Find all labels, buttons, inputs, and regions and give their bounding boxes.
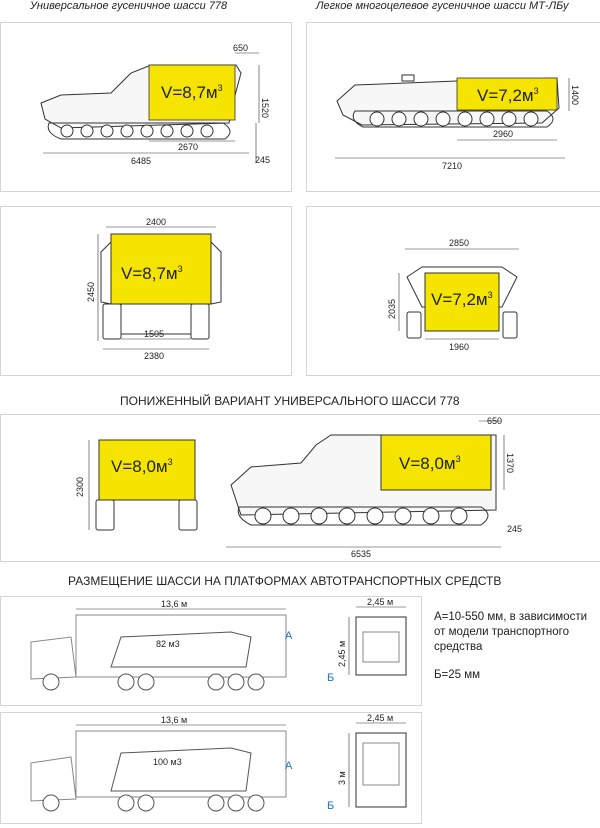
dim-650: 650 <box>233 43 249 53</box>
width-truck-2: 2,45 м <box>367 713 394 723</box>
panel-lowered <box>0 414 600 562</box>
mark-b-truck-2: Б <box>327 800 335 812</box>
dim-6535: 6535 <box>351 549 372 559</box>
dim-2380: 2380 <box>144 351 165 361</box>
panel-truck-1 <box>0 596 422 706</box>
chassis-on-truck-2 <box>111 748 251 791</box>
turret-hatch <box>402 75 414 81</box>
chassis-on-truck-1 <box>111 632 251 667</box>
panel-mtlbu-side <box>306 22 600 192</box>
track-left-lowered <box>96 500 114 530</box>
cab-2 <box>31 757 76 801</box>
volume-truck-1: 82 м3 <box>156 639 180 649</box>
dim-6485: 6485 <box>131 156 152 166</box>
road-wheels-778 <box>61 125 213 137</box>
height-truck-1: 2,45 м <box>337 640 347 667</box>
volume-label-778: $V=8,7м^3$ <box>161 83 223 102</box>
volume-label-mtlbu: $V=7,2м^3$ <box>477 86 539 105</box>
track-left-mtlbu <box>407 312 421 338</box>
length-truck-2: 13,6 м <box>161 715 188 725</box>
dim-245: 245 <box>255 155 271 165</box>
dim-2960: 2960 <box>493 129 514 139</box>
dim-2450: 2450 <box>86 281 96 302</box>
width-truck-1: 2,45 м <box>367 597 394 607</box>
dim-245-lowered: 245 <box>507 524 523 534</box>
volume-label-lowered-side: $V=8,0м^3$ <box>399 454 461 473</box>
cab-1 <box>31 637 76 679</box>
lowered-drawing <box>1 415 600 561</box>
truck-2-drawing <box>1 713 421 823</box>
volume-label-mtlbu-front: $V=7,2м^3$ <box>431 290 493 309</box>
dim-1505: 1505 <box>144 329 165 339</box>
dim-1960: 1960 <box>449 342 470 352</box>
title-chassis-mtlbu: Легкое многоцелевое гусеничное шасси МТ-ЛБу <box>316 0 569 12</box>
panel-truck-2 <box>0 712 422 824</box>
dim-2300: 2300 <box>75 476 85 497</box>
title-lowered: ПОНИЖЕННЫЙ ВАРИАНТ УНИВЕРСАЛЬНОГО ШАССИ 778 <box>120 394 460 408</box>
chassis-mtlbu-side-drawing <box>307 23 600 191</box>
mark-b-truck-1: Б <box>327 672 335 684</box>
mark-a-truck-1: А <box>285 630 293 642</box>
dim-2850: 2850 <box>449 238 470 248</box>
title-platform: РАЗМЕЩЕНИЕ ШАССИ НА ПЛАТФОРМАХ АВТОТРАНСПОРТНЫХ СРЕДСТВ <box>68 574 502 588</box>
volume-label-lowered-front: $V=8,0м^3$ <box>111 457 173 476</box>
panel-mtlbu-front <box>306 206 600 376</box>
dim-650-lowered: 650 <box>487 416 503 426</box>
height-truck-2: 3 м <box>337 771 347 785</box>
track-right-mtlbu <box>503 312 517 338</box>
dim-7210: 7210 <box>442 161 463 171</box>
panel-778-front <box>0 206 292 376</box>
dim-2400: 2400 <box>146 217 167 227</box>
truck-1-drawing <box>1 597 421 705</box>
dim-1370: 1370 <box>505 453 515 474</box>
chassis-778-side-drawing <box>1 23 291 191</box>
length-truck-1: 13,6 м <box>161 599 188 609</box>
dim-2035: 2035 <box>387 298 397 319</box>
mark-a-truck-2: А <box>285 760 293 772</box>
title-chassis-778: Универсальное гусеничное шасси 778 <box>30 0 228 12</box>
panel-778-side <box>0 22 292 192</box>
track-right-778 <box>191 304 209 339</box>
chassis-mtlbu-front-drawing <box>307 207 600 375</box>
volume-truck-2: 100 м3 <box>153 757 182 767</box>
dim-2670: 2670 <box>178 142 199 152</box>
volume-label-778-front: $V=8,7м^3$ <box>121 264 183 283</box>
dim-1400: 1400 <box>570 85 580 106</box>
track-right-lowered <box>179 500 197 530</box>
dim-1520: 1520 <box>260 98 270 119</box>
note-b: Б=25 мм <box>434 669 481 681</box>
note-a: А=10-550 мм, в зависимости от модели транспортного средства <box>434 611 588 653</box>
track-left-778 <box>103 304 121 339</box>
chassis-778-front-drawing <box>1 207 291 375</box>
